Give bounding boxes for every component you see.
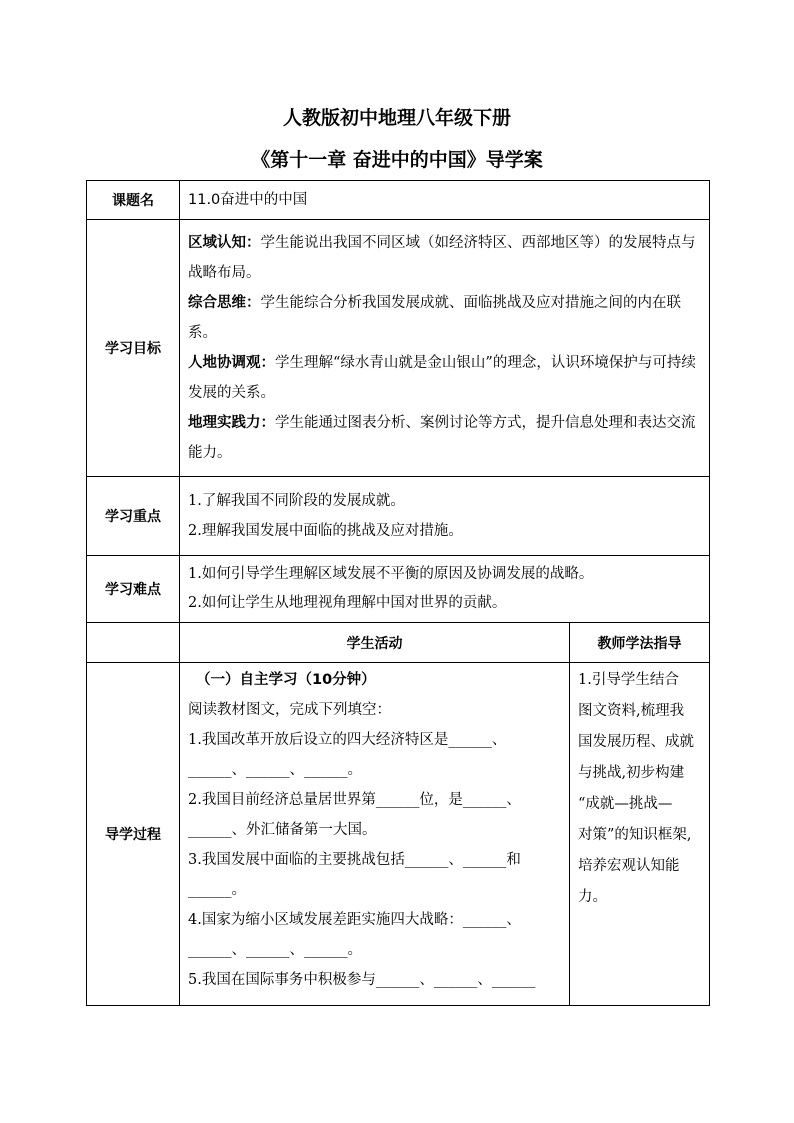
goals-label: 学习目标	[87, 220, 180, 477]
process-row	[87, 663, 710, 1006]
key-points-row	[87, 477, 710, 556]
topic-value: 11.0奋进中的中国	[180, 181, 710, 220]
empty-cell	[87, 623, 180, 663]
section-intro: 阅读教材图文，完成下列填空：	[188, 702, 391, 718]
fill-blank-line: ______、______、______。	[188, 762, 362, 778]
study-guide-table	[86, 180, 710, 1006]
difficulties-label: 学习难点	[87, 556, 180, 623]
activity-header-row	[87, 623, 710, 663]
guide-line: 力。	[578, 889, 607, 905]
teacher-guide-header: 教师学法指导	[570, 623, 710, 663]
document-title: 人教版初中地理八年级下册	[282, 107, 511, 129]
goal-item: 区域认知：学生能说出我国不同区域（如经济特区、西部地区等）的发展特点与战略布局。	[188, 235, 696, 281]
key-points-content	[180, 477, 710, 556]
goals-row	[87, 220, 710, 477]
student-activity-content	[180, 663, 570, 1006]
goal-item: 人地协调观：学生理解“绿水青山就是金山银山”的理念，认识环境保护与可持续发展的关系。	[188, 355, 696, 401]
document-subtitle: 《第十一章 奋进中的中国》导学案	[251, 149, 543, 171]
guide-line: 培养宏观认知能	[578, 858, 680, 874]
key-points-label: 学习重点	[87, 477, 180, 556]
goal-item: 地理实践力：学生能通过图表分析、案例讨论等方式，提升信息处理和表达交流能力。	[188, 415, 696, 461]
goals-content	[180, 220, 710, 477]
teacher-guide-content	[570, 663, 710, 1006]
key-point-item: 1.了解我国不同阶段的发展成就。	[188, 493, 405, 509]
section-title: （一）自主学习（10分钟）	[196, 672, 376, 688]
fill-blank-line: ______。	[188, 882, 246, 898]
student-activity-header: 学生活动	[180, 623, 570, 663]
guide-line: 对策”的知识框架,	[578, 827, 692, 843]
fill-blank-line: ______、外汇储备第一大国。	[188, 822, 377, 838]
fill-blank-line: 4.国家为缩小区域发展差距实施四大战略：______、	[188, 912, 521, 928]
key-point-item: 2.理解我国发展中面临的挑战及应对措施。	[188, 523, 463, 539]
fill-blank-line: 2.我国目前经济总量居世界第______位，是______、	[188, 792, 521, 808]
goal-item: 综合思维：学生能综合分析我国发展成就、面临挑战及应对措施之间的内在联系。	[188, 295, 681, 341]
fill-blank-line: 3.我国发展中面临的主要挑战包括______、______和	[188, 852, 521, 868]
guide-line: “成就—挑战—	[578, 796, 673, 812]
topic-row	[87, 181, 710, 220]
guide-line: 1.引导学生结合	[578, 672, 679, 688]
difficulty-item: 2.如何让学生从地理视角理解中国对世界的贡献。	[188, 595, 507, 611]
guide-line: 国发展历程、成就	[578, 734, 694, 750]
fill-blank-line: ______、______、______。	[188, 942, 362, 958]
fill-blank-line: 1.我国改革开放后设立的四大经济特区是______、	[188, 732, 507, 748]
process-label: 导学过程	[87, 663, 180, 1006]
guide-line: 与挑战,初步构建	[578, 765, 685, 781]
guide-line: 图文资料,梳理我	[578, 703, 685, 719]
topic-label: 课题名	[87, 181, 180, 220]
difficulties-row	[87, 556, 710, 623]
fill-blank-line: 5.我国在国际事务中积极参与______、______、______	[188, 972, 536, 988]
difficulties-content	[180, 556, 710, 623]
difficulty-item: 1.如何引导学生理解区域发展不平衡的原因及协调发展的战略。	[188, 566, 594, 582]
